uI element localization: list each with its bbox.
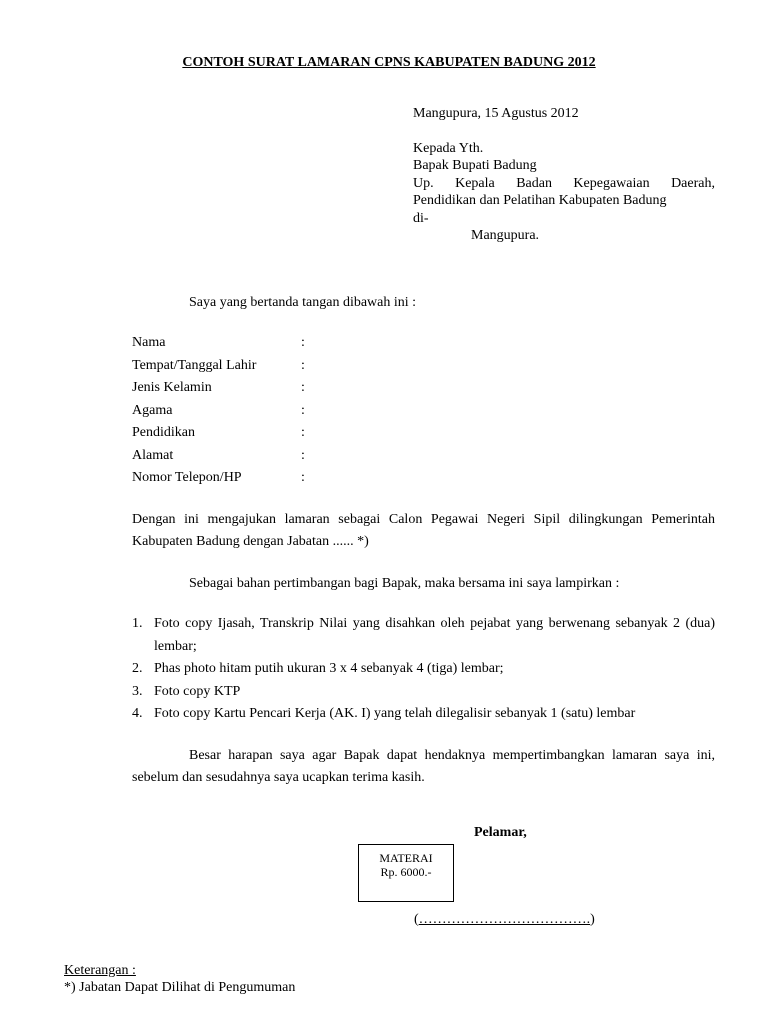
closing-paragraph: Besar harapan saya agar Bapak dapat hendaknya mempertimbangkan lamaran saya ini, sebelum dan sesudahnya saya ucapkan terima kasih.	[132, 748, 715, 785]
paren-close: )	[590, 912, 595, 927]
list-text: Foto copy KTP	[154, 683, 241, 699]
stamp-line: Rp. 6000.-	[380, 865, 432, 879]
notes-text: *) Jabatan Dapat Dilihat di Pengumuman	[64, 980, 296, 995]
recipient-city: Mangupura.	[471, 228, 540, 243]
attachments-intro	[132, 573, 715, 595]
list-text: Foto copy Kartu Pencari Kerja (AK. I) yang telah dilegalisir sebanyak 1 (satu) lembar	[154, 706, 636, 721]
recipient-line: Bapak Bupati Badung	[413, 158, 537, 173]
field-colon: :	[301, 402, 305, 418]
list-text: Foto copy Ijasah, Transkrip Nilai yang disahkan oleh pejabat yang berwenang sebanyak 2 (dua) lembar;	[154, 616, 715, 654]
field-label: Agama	[132, 402, 173, 418]
recipient-line: Up. Kepala Badan Kepegawaian Daerah,	[413, 175, 715, 191]
field-label: Pendidikan	[132, 425, 195, 440]
signature-dots: ……………………………….	[418, 912, 591, 927]
field-colon: :	[301, 470, 305, 485]
paren-open: (	[414, 912, 419, 927]
recipient-line: Pendidikan dan Pelatihan Kabupaten Badung	[413, 193, 667, 208]
field-colon: :	[301, 357, 305, 373]
recipient-line: Kepada Yth.	[413, 140, 484, 156]
signature-line	[414, 911, 595, 929]
list-number: 4.	[132, 706, 143, 721]
recipient-line: di-	[413, 210, 429, 226]
list-number: 3.	[132, 683, 143, 699]
field-label: Alamat	[132, 447, 174, 463]
field-label: Jenis Kelamin	[132, 380, 212, 395]
attachment-list	[132, 613, 715, 726]
field-colon: :	[301, 425, 305, 440]
list-item	[132, 658, 715, 681]
address-block	[413, 105, 715, 245]
notes-label: Keterangan :	[64, 963, 136, 978]
place-date: Mangupura, 15 Agustus 2012	[413, 106, 579, 121]
field-colon: :	[301, 380, 305, 395]
list-item	[132, 703, 715, 726]
spacer	[413, 123, 715, 140]
field-colon: :	[301, 447, 305, 463]
stamp-line: MATERAI	[379, 851, 433, 865]
attachments-intro-text: Sebagai bahan pertimbangan bagi Bapak, maka bersama ini saya lampirkan :	[189, 576, 620, 591]
letter-title: CONTOH SURAT LAMARAN CPNS KABUPATEN BADUNG 2012	[182, 55, 596, 70]
field-colon: :	[301, 335, 305, 350]
field-label: Tempat/Tanggal Lahir	[132, 357, 257, 373]
field-label: Nama	[132, 335, 166, 350]
signature-label: Pelamar,	[474, 825, 527, 840]
intro-text: Saya yang bertanda tangan dibawah ini :	[189, 295, 417, 310]
field-label: Nomor Telepon/HP	[132, 470, 242, 485]
application-paragraph: Dengan ini mengajukan lamaran sebagai Calon Pegawai Negeri Sipil dilingkungan Pemerintah Kabupaten Badung dengan Jabatan ...... *)	[132, 512, 715, 549]
stamp-box	[358, 844, 454, 902]
list-item	[132, 681, 715, 704]
list-item	[132, 613, 715, 658]
list-number: 2.	[132, 661, 143, 676]
list-number: 1.	[132, 616, 143, 631]
list-text: Phas photo hitam putih ukuran 3 x 4 sebanyak 4 (tiga) lembar;	[154, 661, 504, 676]
